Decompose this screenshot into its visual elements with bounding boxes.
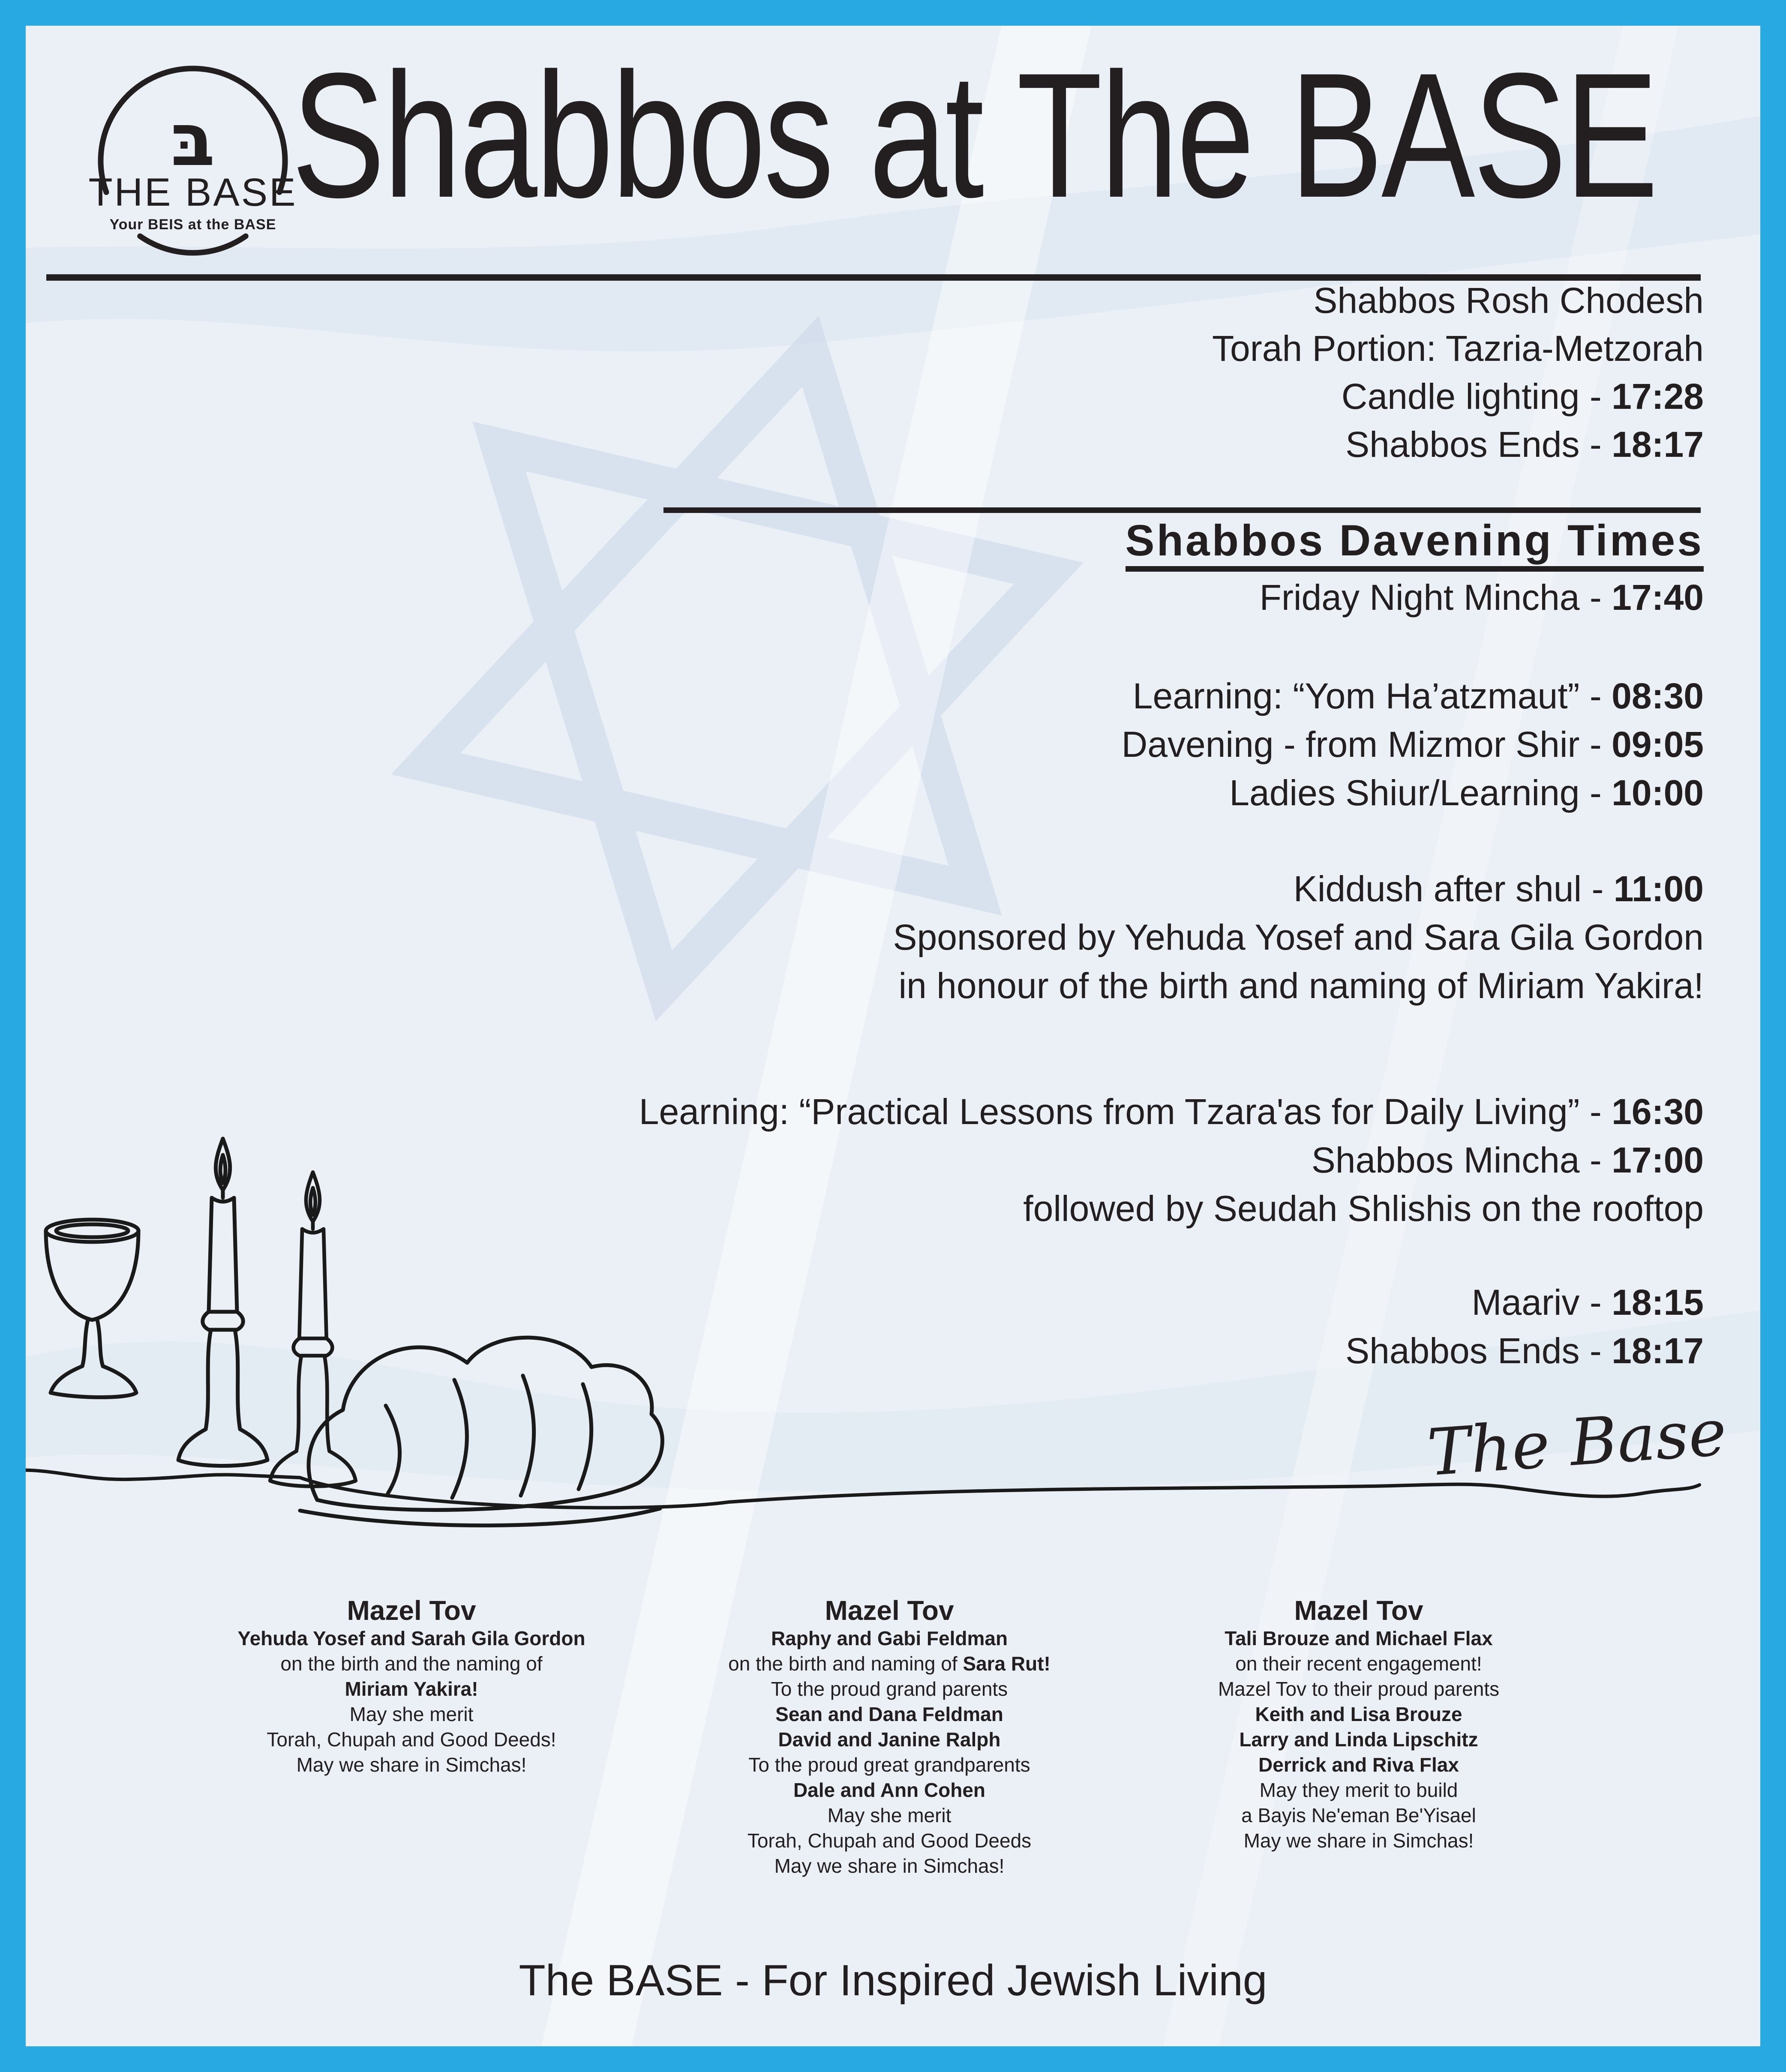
mazel-line [180, 1752, 643, 1778]
info-text: Shabbos Rosh Chodesh [1313, 280, 1704, 321]
schedule-line [639, 1136, 1704, 1184]
mazel-text: To the proud grand parents [771, 1678, 1008, 1700]
mazel-line [654, 1676, 1125, 1702]
shabbat-candle-icon [178, 1139, 267, 1466]
mazel-line [654, 1803, 1125, 1828]
mazel-line [654, 1626, 1125, 1651]
logo-name: THE BASE [88, 171, 297, 214]
schedule-line [639, 1088, 1704, 1136]
schedule-text: Friday Night Mincha - [1259, 577, 1612, 618]
challah-icon [300, 1337, 662, 1525]
schedule-line [639, 913, 1704, 962]
info-line [1212, 276, 1704, 324]
schedule-text: in honour of the birth and naming of Miriam Yakira! [898, 966, 1704, 1006]
schedule-group [639, 1278, 1704, 1375]
schedule-text: Ladies Shiur/Learning - [1229, 773, 1612, 813]
schedule-text: Shabbos Mincha - [1311, 1140, 1612, 1181]
mazel-line [1125, 1752, 1592, 1778]
schedule-line [639, 962, 1704, 1010]
mazel-line [654, 1778, 1125, 1803]
schedule-line [639, 769, 1704, 817]
mazel-line [1125, 1626, 1592, 1651]
time-value: 17:28 [1612, 376, 1704, 417]
mazel-line [1125, 1778, 1592, 1803]
logo-hebrew-letter: בּ [171, 98, 215, 183]
mazel-text: May we share in Simchas! [1243, 1829, 1474, 1852]
mazel-line [1125, 1702, 1592, 1727]
schedule-text: Learning: “Yom Ha’atzmaut” - [1132, 676, 1612, 717]
kiddush-cup-icon [46, 1220, 138, 1397]
mazel-line [1125, 1828, 1592, 1853]
mazel-line [180, 1626, 643, 1651]
mazel-line [1125, 1676, 1592, 1702]
schedule-text: Maariv - [1471, 1282, 1612, 1323]
mazel-name: Miriam Yakira! [345, 1678, 478, 1700]
schedule-text: Davening - from Mizmor Shir - [1121, 724, 1612, 765]
footer-tagline: The BASE - For Inspired Jewish Living [519, 1956, 1267, 2005]
time-value: 08:30 [1612, 676, 1704, 717]
mazel-text: Torah, Chupah and Good Deeds [747, 1829, 1032, 1852]
schedule-group [639, 865, 1704, 1010]
schedule-text: Learning: “Practical Lessons from Tzara'as for Daily Living” - [639, 1091, 1612, 1132]
time-value: 17:00 [1612, 1140, 1704, 1181]
mazel-text: May we share in Simchas! [296, 1754, 527, 1776]
mazel-line [180, 1676, 643, 1702]
schedule-line [639, 672, 1704, 720]
mazel-line [654, 1702, 1125, 1727]
mazel-name: David and Janine Ralph [778, 1728, 1001, 1751]
mazel-text: Mazel Tov to their proud parents [1218, 1678, 1500, 1700]
mazel-tov-column-2 [654, 1595, 1125, 1879]
mazel-text: To the proud great grandparents [748, 1754, 1030, 1776]
mazel-name: Raphy and Gabi Feldman [771, 1627, 1008, 1649]
schedule-line [639, 720, 1704, 769]
info-text: Shabbos Ends - [1345, 424, 1612, 465]
page-title: Shabbos at The BASE [291, 36, 1657, 234]
mazel-line [1125, 1651, 1592, 1676]
schedule-line [639, 1278, 1704, 1327]
info-text: Candle lighting - [1341, 376, 1612, 417]
mazel-name: Dale and Ann Cohen [793, 1779, 986, 1801]
mazel-line [654, 1853, 1125, 1879]
mazel-name: Sean and Dana Feldman [775, 1703, 1003, 1725]
schedule-line [639, 573, 1704, 622]
shabbos-info [1212, 276, 1704, 468]
schedule-line [639, 865, 1704, 913]
time-value: 18:15 [1612, 1282, 1704, 1323]
time-value: 17:40 [1612, 577, 1704, 618]
mazel-text: Torah, Chupah and Good Deeds! [267, 1728, 556, 1751]
schedule-text: Shabbos Ends - [1345, 1331, 1612, 1371]
time-value: 09:05 [1612, 724, 1704, 765]
time-value: 16:30 [1612, 1091, 1704, 1132]
schedule-group [639, 573, 1704, 622]
mazel-name: Yehuda Yosef and Sarah Gila Gordon [237, 1627, 585, 1649]
info-text: Torah Portion: Tazria-Metzorah [1212, 328, 1704, 369]
mazel-text: on their recent engagement! [1235, 1652, 1482, 1675]
logo-circle-bottom-arc [140, 236, 246, 253]
time-value: 18:17 [1612, 424, 1704, 465]
mazel-line [180, 1702, 643, 1727]
time-value: 18:17 [1612, 1331, 1704, 1371]
mazel-line [654, 1651, 1125, 1676]
info-line [1212, 420, 1704, 468]
mazel-text: on the birth and the naming of [280, 1652, 543, 1675]
mazel-text: on the birth and naming of [728, 1652, 963, 1675]
mazel-text: May they merit to build [1259, 1779, 1458, 1801]
mazel-name: Tali Brouze and Michael Flax [1225, 1627, 1493, 1649]
schedule-text: Sponsored by Yehuda Yosef and Sara Gila Gordon [893, 917, 1704, 958]
mazel-line [654, 1828, 1125, 1853]
mazel-name: Keith and Lisa Brouze [1255, 1703, 1462, 1725]
mazel-name: Derrick and Riva Flax [1258, 1754, 1459, 1776]
mazel-tov-column-3 [1125, 1595, 1592, 1853]
mazel-name: Sara Rut! [963, 1652, 1051, 1675]
time-value: 11:00 [1613, 869, 1704, 909]
schedule-group [639, 1088, 1704, 1233]
schedule-text: followed by Seudah Shlishis on the rooftop [1023, 1188, 1704, 1229]
davening-heading: Shabbos Davening Times [1126, 518, 1704, 572]
davening-times-section [639, 518, 1704, 1375]
mazel-tov-heading: Mazel Tov [825, 1595, 954, 1626]
the-base-logo [73, 64, 313, 266]
mazel-line [1125, 1727, 1592, 1752]
schedule-text: Kiddush after shul - [1293, 869, 1614, 909]
mazel-line [180, 1651, 643, 1676]
mazel-line [654, 1752, 1125, 1778]
mazel-name: Larry and Linda Lipschitz [1239, 1728, 1478, 1751]
schedule-group [639, 672, 1704, 817]
schedule-line [639, 1184, 1704, 1233]
mazel-line [180, 1727, 643, 1752]
mazel-text: May we share in Simchas! [774, 1855, 1005, 1877]
section-divider [663, 507, 1701, 513]
mazel-line [1125, 1803, 1592, 1828]
mazel-tov-heading: Mazel Tov [1294, 1595, 1423, 1626]
schedule-line [639, 1327, 1704, 1375]
info-line [1212, 324, 1704, 372]
the-base-signature: The Base [1425, 1395, 1729, 1491]
mazel-text: May she merit [349, 1703, 474, 1725]
logo-tagline: Your BEIS at the BASE [109, 216, 276, 233]
mazel-tov-heading: Mazel Tov [347, 1595, 476, 1626]
time-value: 10:00 [1612, 773, 1704, 813]
mazel-text: May she merit [827, 1804, 952, 1826]
mazel-line [654, 1727, 1125, 1752]
info-line [1212, 372, 1704, 420]
mazel-text: a Bayis Ne'eman Be'Yisael [1241, 1804, 1476, 1826]
mazel-tov-column-1 [180, 1595, 643, 1778]
